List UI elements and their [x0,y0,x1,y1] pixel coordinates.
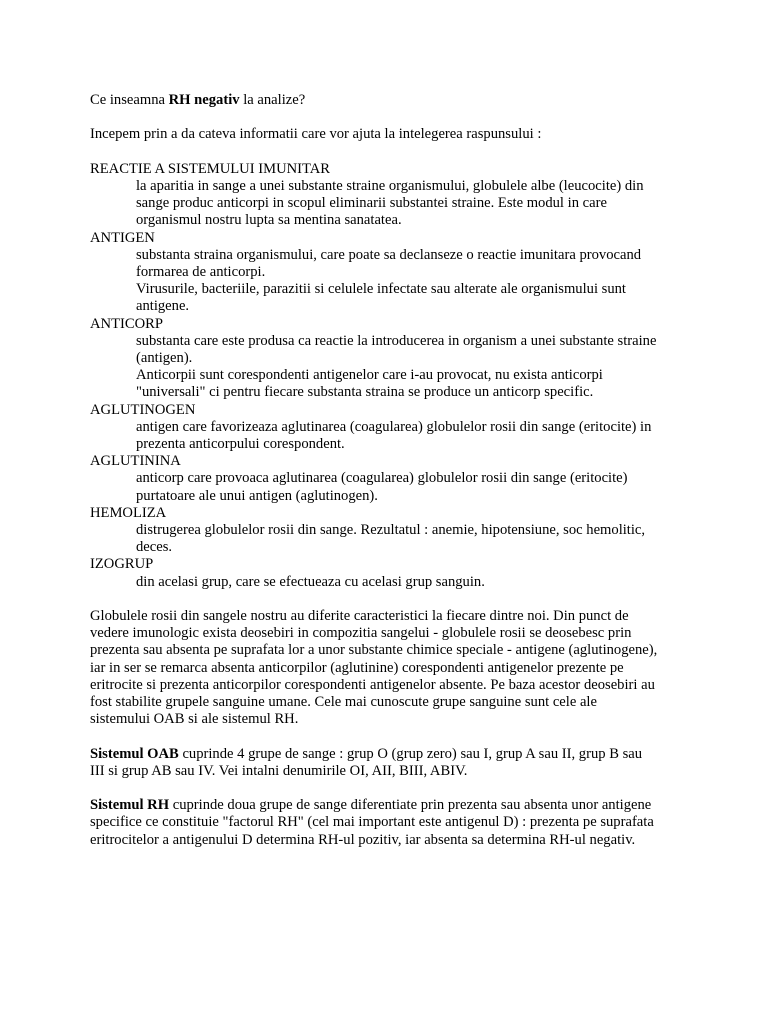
glossary-definition: anticorp care provoaca aglutinarea (coagularea) globulelor rosii din sange (eritocite) purtatoare ale unui antigen (aglutinogen). [136,470,628,504]
question-bold-term: RH negativ [168,92,240,108]
glossary-definition: Anticorpii sunt corespondenti antigenelor care i-au provocat, nu exista anticorpi "universali" ci pentru fiecare substanta straina se produce un anticorp specific. [136,367,603,401]
glossary-term: ANTICORP [90,315,163,332]
oab-text: cuprinde 4 grupe de sange : grup O (grup zero) sau I, grup A sau II, grup B sau III si grup AB sau IV. Vei intalni denumirile OI, AII, BIII, ABIV. [90,745,643,779]
glossary-definition: din acelasi grup, care se efectueaza cu acelasi grup sanguin. [136,573,485,590]
glossary-term: REACTIE A SISTEMULUI IMUNITAR [90,160,331,177]
question-heading [90,92,680,109]
paragraph-globule: Globulele rosii din sangele nostru au diferite caracteristici la fiecare dintre noi. Din punct de vedere imunologic exista deosebiri in compozitia sangelui - globulele rosii se deosebesc prin prezenta sau absenta pe suprafata lor a unor substante chimice speciale - antigene (aglutinogene), iar in ser se remarca absenta anticorpilor (aglutinine) corespondenti antigenelor prezente pe eritrocite si prezenta anticorpilor corespondenti antigenelor absente. Pe baza acestor deosebiri au fost stabilite grupele sanguine umane. Cele mai cunoscute grupe sanguine sunt cele ale sistemului OAB si ale sistemul RH. [90,608,658,728]
document-content [90,92,680,849]
glossary-term: AGLUTININA [90,453,181,470]
glossary-term: IZOGRUP [90,556,154,573]
intro-text: Incepem prin a da cateva informatii care vor ajuta la intelegerea raspunsului : [90,126,542,143]
oab-bold-label: Sistemul OAB [90,745,179,762]
glossary-term: ANTIGEN [90,229,155,246]
question-suffix: la analize? [239,92,306,108]
glossary-definition: la aparitia in sange a unei substante straine organismului, globulele albe (leucocite) din sange produc anticorpi in scopul eliminarii substantei straine. Este modul in care organismul nostru lupta sa mentina sanatatea. [136,177,644,229]
glossary-definition: Virusurile, bacteriile, parazitii si celulele infectate sau alterate ale organismului sunt antigene. [136,281,626,315]
glossary-definition: substanta straina organismului, care poate sa declanseze o reactie imunitara provocand formarea de anticorpi. [136,246,642,280]
glossary-definition: substanta care este produsa ca reactie la introducerea in organism a unei substante straine (antigen). [136,332,657,367]
glossary-definition: antigen care favorizeaza aglutinarea (coagularea) globulelor rosii din sange (eritocite) in prezenta anticorpului corespondent. [136,418,652,453]
paragraph-oab [90,746,660,780]
glossary [90,161,680,591]
paragraph-rh [90,797,660,849]
glossary-term: AGLUTINOGEN [90,401,196,418]
glossary-definition: distrugerea globulelor rosii din sange. Rezultatul : anemie, hipotensiune, soc hemolitic, deces. [136,522,646,556]
rh-text: cuprinde doua grupe de sange diferentiate prin prezenta sau absenta unor antigene specifice ce constituie "factorul RH" (cel mai important este antigenul D) : prezenta pe suprafata eritrocitelor a antigenului D determina RH-ul pozitiv, iar absenta sa determina RH-ul negativ. [90,797,654,848]
rh-bold-label: Sistemul RH [90,797,170,814]
glossary-term: HEMOLIZA [90,504,167,521]
question-prefix: Ce inseamna [90,92,169,108]
